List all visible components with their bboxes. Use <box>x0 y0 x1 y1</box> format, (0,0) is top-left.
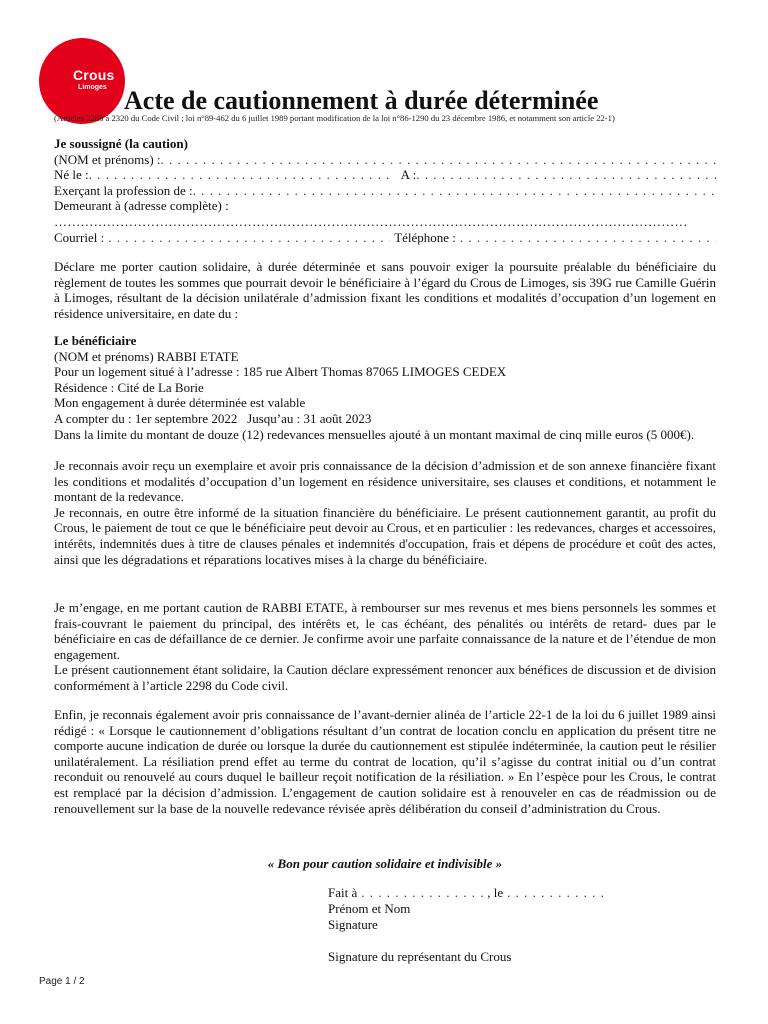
logo-city: Limoges <box>78 84 107 91</box>
caution-phone-label: Téléphone : <box>394 229 456 245</box>
paragraph-reception: Je reconnais avoir reçu un exemplaire et avoir pris connaissance de la décision d’admission et de son annexe financière fixant les conditions et modalités d’occupation d’un logement en résidence universitaire, ses clauses et conditions, et notamment le montant de la redevance. <box>54 458 716 505</box>
beneficiary-section <box>54 333 716 442</box>
caution-section <box>54 136 716 245</box>
caution-address-label: Demeurant à (adresse complète) : <box>54 198 229 214</box>
caution-at-field[interactable] <box>416 167 716 183</box>
caution-address-row <box>54 198 716 214</box>
caution-contact-row <box>54 230 716 246</box>
beneficiary-name: (NOM et prénoms) RABBI ETATE <box>54 348 239 364</box>
logo-brand: Crous <box>73 67 115 83</box>
crous-logo <box>39 38 125 124</box>
beneficiary-dates: A compter du : 1er septembre 2022 Jusqu’au : 31 août 2023 <box>54 410 372 426</box>
caution-born-field[interactable] <box>89 167 395 183</box>
beneficiary-engagement: Mon engagement à durée déterminée est valable <box>54 395 306 411</box>
le-label: , le <box>487 885 504 900</box>
fait-a-label: Fait à <box>328 885 358 900</box>
page-number: Page 1 / 2 <box>39 976 85 987</box>
declaration-text: Déclare me porter caution solidaire, à durée déterminée et sans pouvoir exiger la poursuite préalable du bénéficiaire du règlement de toutes les sommes que pourrait devoir le bénéficiaire à l’égard du Crous de Limoges, sis 39G rue Camille Guérin à Limoges, résultant de la décision unilatérale d’admission fixant les conditions et modalités d’occupation d’un logement en résidence universitaire, en date du : <box>54 259 716 321</box>
bon-pour-caution: « Bon pour caution solidaire et indivisible » <box>267 856 503 871</box>
caution-profession-row <box>54 183 716 199</box>
crous-signature-label: Signature du représentant du Crous <box>328 949 512 964</box>
caution-phone-field[interactable] <box>460 230 716 246</box>
acknowledgement-section <box>54 458 716 567</box>
caution-name-label: (NOM et prénoms) : <box>54 151 161 167</box>
paragraph-law: Enfin, je reconnais également avoir pris connaissance de l’avant-dernier alinéa de l’article 22-1 de la loi du 6 juillet 1989 ainsi rédigé : « Lorsque le cautionnement d’obligations résultant d’un contrat de location conclu en application du présent titre ne comporte aucune indication de durée ou lorsque la durée du cautionnement est stipulée indéterminée, la caution peut le résilier unilatéralement. La résiliation prend effet au terme du contrat de location, qu’il s’agisse du contrat initial ou d’un contrat reconduit ou renouvelé au cours duquel le bailleur reçoit notification de la résiliation. » En l’espèce pour les Crous, le contrat est remplacé par la décision d’admission. L’engagement de caution solidaire est à renouveler en cas de réadmission ou de renouvellement sur la base de la nouvelle redevance révisée après délibération du conseil d’administration du Crous. <box>54 707 716 816</box>
beneficiary-address: Pour un logement situé à l’adresse : 185 rue Albert Thomas 87065 LIMOGES CEDEX <box>54 364 507 380</box>
name-label: Prénom et Nom <box>328 901 411 916</box>
document-title: Acte de cautionnement à durée déterminée <box>124 86 599 115</box>
paragraph-solidarity: Le présent cautionnement étant solidaire, la Caution déclare expressément renoncer aux bénéfices de discussion et de division conformément à l’article 2298 du Code civil. <box>54 662 716 693</box>
beneficiary-residence: Résidence : Cité de La Borie <box>54 379 204 395</box>
caution-email-label: Courriel : <box>54 229 105 245</box>
caution-born-label: Né le : <box>54 167 89 183</box>
caution-profession-field[interactable] <box>193 183 716 199</box>
caution-birth-row <box>54 167 716 183</box>
signature-label: Signature <box>328 917 378 932</box>
beneficiary-limit: Dans la limite du montant de douze (12) redevances mensuelles ajouté à un montant maximal de cinq mille euros (5 000€). <box>54 426 695 442</box>
declaration-section <box>54 259 716 321</box>
caution-address-line <box>54 214 716 230</box>
date-field[interactable] <box>507 885 603 901</box>
legal-note: (Articles 2288 à 2320 du Code Civil ; loi n°89-462 du 6 juillet 1989 portant modification de la loi n°86-1290 du 23 décembre 1986, et notamment son article 22-1) <box>54 113 615 123</box>
law-section <box>54 707 716 816</box>
caution-profession-label: Exerçant la profession de : <box>54 182 193 198</box>
signature-block <box>328 885 708 965</box>
caution-name-field[interactable] <box>161 152 716 168</box>
commitment-section <box>54 600 716 694</box>
caution-address-field[interactable] <box>54 214 688 230</box>
caution-name-row <box>54 152 716 168</box>
beneficiary-heading: Le bénéficiaire <box>54 333 137 348</box>
caution-email-field[interactable] <box>108 230 390 246</box>
paragraph-information: Je reconnais, en outre être informé de la situation financière du bénéficiaire. Le présent cautionnement garantit, au profit du Crous, le paiement de tout ce que le bénéficiaire peut devoir au Crous, et en particulier : les redevances, charges et accessoires, intérêts, indemnités dues à titre de clauses pénales et indemnités d'occupation, frais et dépens de procédure et coût des actes, ainsi que les dégradations et réparations locatives mises à la charge du bénéficiaire. <box>54 504 716 567</box>
fait-a-row <box>328 885 708 901</box>
caution-at-label: A : <box>400 167 417 183</box>
fait-a-field[interactable] <box>361 885 487 901</box>
caution-heading: Je soussigné (la caution) <box>54 136 188 151</box>
paragraph-commitment: Je m’engage, en me portant caution de RABBI ETATE, à rembourser sur mes revenus et mes biens personnels les sommes et frais-couvrant le paiement du principal, des intérêts et, le cas échéant, des pénalités ou intérêts de retard- dues par le bénéficiaire en cas de défaillance de ce dernier. Je confirme avoir une parfaite connaissance de la nature et de l’étendue de mon engagement. <box>54 600 716 662</box>
